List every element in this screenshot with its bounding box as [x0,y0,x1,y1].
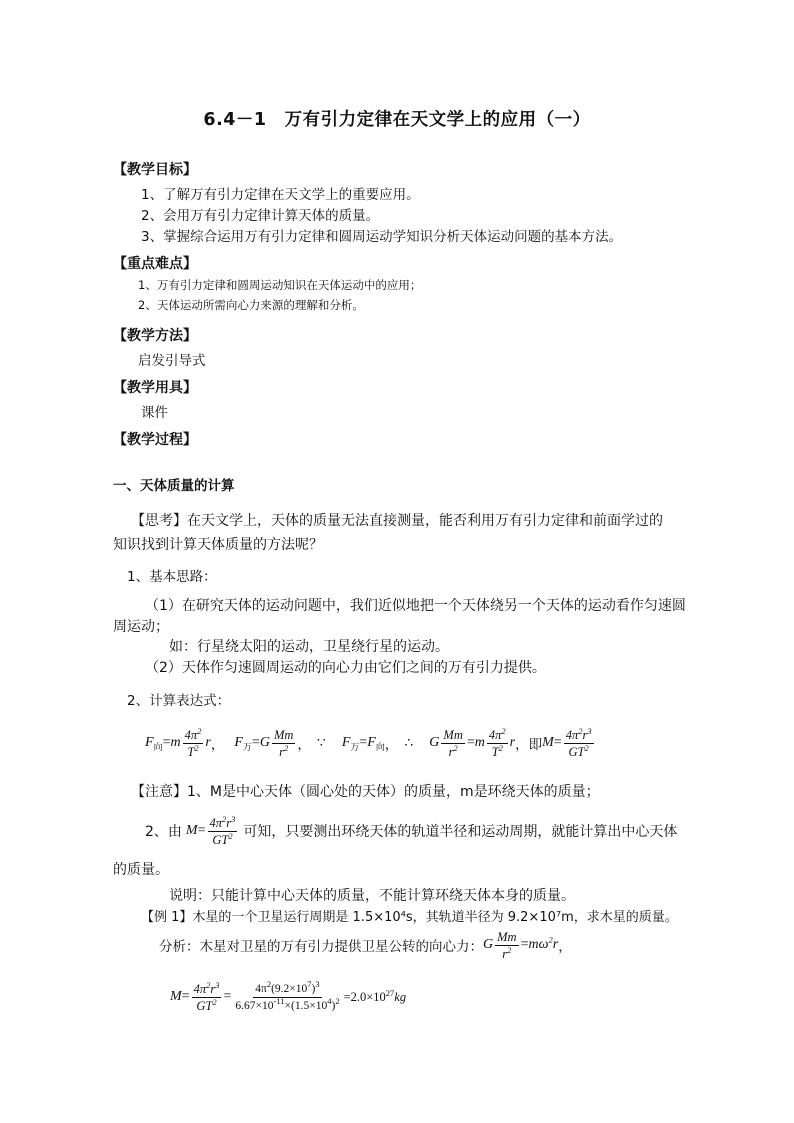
section-title: 一、天体质量的计算 [113,478,235,494]
idea-title: 1、基本思路： [127,569,217,585]
key-points-header: 【重点难点】 [113,256,197,272]
idea-item-1: （1）在研究天体的运动问题中，我们近似地把一个天体绕另一个天体的运动看作匀速圆 [145,598,686,614]
method-header: 【教学方法】 [113,328,197,344]
expression-title: 2、计算表达式： [127,693,231,709]
note2-cont: 的质量。 [113,862,169,878]
example-1: 【例 1】木星的一个卫星运行周期是 1.5×10⁴s，其轨道半径为 9.2×10⁷m，求木星的质量。 [141,910,678,925]
goal-item: 1、了解万有引力定律在天文学上的重要应用。 [141,187,420,203]
method-content: 启发引导式 [138,353,206,369]
tools-header: 【教学用具】 [113,380,197,396]
note-line: 【注意】1、M是中心天体（圆心处的天体）的质量，m是环绕天体的质量； [131,784,600,800]
idea-item-1-cont: 周运动； [113,619,169,635]
think-paragraph: 【思考】在天文学上，天体的质量无法直接测量，能否利用万有引力定律和前面学过的 [131,513,663,529]
result-formula: M = $\frac{4\pi^2r^3}{GT^2}$ = $\frac{4\pi^2(9.2\times 10^7)^3}{6.67\times 10^{-11}\times(1.5\times 10^4)^2}$ $=2.0\times 10^{27}$ kg [170,978,407,1013]
goal-item: 2、会用万有引力定律计算天体的质量。 [141,208,380,224]
think-paragraph-cont: 知识找到计算天体质量的方法呢？ [113,537,323,553]
idea-example: 如：行星绕太阳的运动，卫星绕行星的运动。 [169,639,449,655]
goals-header: 【教学目标】 [113,162,197,178]
tools-content: 课件 [141,405,168,421]
note2-line: 2、由 M = $\frac{4\pi^2r^3}{GT^2}$ 可知，只要测出环绕天体的轨道半径和运动周期，就能计算出中心天体 [145,813,678,847]
page-title: 6.4－1 万有引力定律在天文学上的应用（一） [203,110,591,130]
explain-line: 说明：只能计算中心天体的质量，不能计算环绕天体本身的质量。 [169,888,575,904]
process-header: 【教学过程】 [113,432,197,448]
analysis-line: 分析：木星对卫星的万有引力提供卫星公转的向心力： G $\frac{Mm}{r^2}$ = $m\omega^2r$ ， [159,929,572,961]
key-point-item: 2、天体运动所需向心力来源的理解和分析。 [138,298,364,312]
key-point-item: 1、万有引力定律和圆周运动知识在天体运动中的应用； [138,278,422,292]
idea-item-2: （2）天体作匀速圆周运动的向心力由它们之间的万有引力提供。 [145,660,546,676]
goal-item: 3、掌握综合运用万有引力定律和圆周运动学知识分析天体运动问题的基本方法。 [141,229,623,245]
formula-line: $F_向$ = m $\frac{4\pi^2}{T^2}$ r ， $F_万$ = G $\frac{Mm}{r^2}$ ， ∵ $F_万$ = $F_向$ ， ∴ G $\frac{Mm}{r^2}$ = m $\frac{4\pi^2}{T^2}$ r ，即 M = $\frac{4\pi^2r^3}{GT^2}$ [145,725,592,759]
